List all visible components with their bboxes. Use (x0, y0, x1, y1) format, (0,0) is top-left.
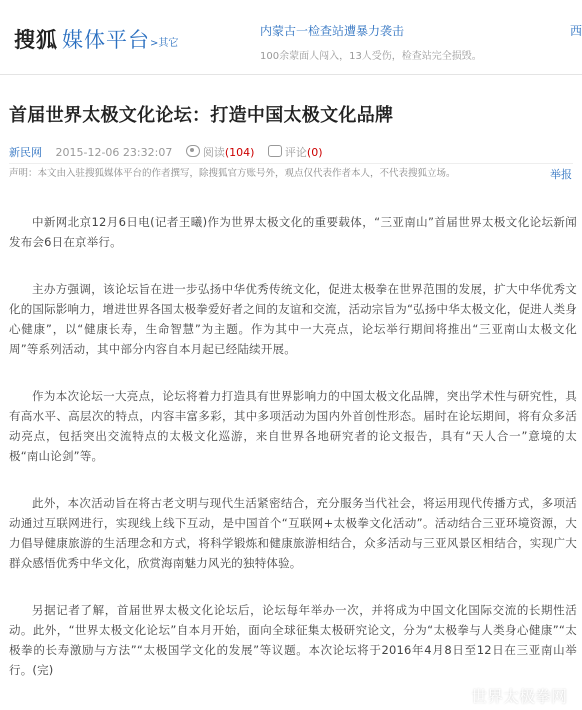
wechat-icon (451, 688, 467, 704)
paragraph: 作为本次论坛一大亮点，论坛将着力打造具有世界影响力的中国太极文化品牌，突出学术性与研究性，具有高水平、高层次的特点，内容丰富多彩，其中多项活动为国内外首创性形态。届时在论坛期间，将有众多活动亮点，包括突出交流特点的太极文化巡游，来自世界各地研究者的论文报告，具有“天人合一”意境的太极“南山论剑”等。 (9, 389, 577, 463)
paragraph: 此外，本次活动旨在将古老文明与现代生活紧密结合，充分服务当代社会，将运用现代传播方式，多项活动通过互联网进行，实现线上线下互动，是中国首个“互联网+太极拳文化活动”。活动结合三亚环境资源，大力倡导健康旅游的生活理念和方式，将科学锻炼和健康旅游相结合，众多活动与三亚风景区相结合，实现广大群众感悟优秀中华文化，欣赏海南魅力风光的独特体验。 (9, 496, 577, 570)
comment-icon (268, 145, 282, 157)
views-label: 阅读 (202, 146, 225, 159)
paragraph: 另据记者了解，首届世界太极文化论坛后，论坛每年举办一次，并将成为中国文化国际交流的长期性活动。此外，“世界太极文化论坛”自本月开始，面向全球征集太极研究论文，分为“太极拳与人类身心健康”“太极拳的长寿激励与方法”“太极国学文化的发展”等议题。本次论坛将于2016年4月8日至12日在三亚南山举行。(完) (9, 603, 577, 677)
views-count: (104) (224, 146, 255, 159)
source-link[interactable]: 新民网 (9, 146, 42, 159)
article-title: 首届世界太极文化论坛：打造中国太极文化品牌 (9, 105, 394, 126)
watermark (451, 684, 567, 707)
paragraph: 主办方强调，该论坛旨在进一步弘扬中华优秀传统文化，促进太极拳在世界范围的发展，扩大中华优秀文化的国际影响力，增进世界各国太极拳爱好者之间的友谊和交流，活动宗旨为“弘扬中华太极文化，促进人类身心健康”，以“健康长寿，生命智慧”为主题。作为其中一大亮点，论坛举行期间将推出“三亚南山太极文化周”等系列活动，其中部分内容自本月起已经陆续开展。 (9, 282, 577, 356)
article-meta (9, 144, 323, 160)
article-body (9, 212, 577, 680)
top-bar (0, 0, 582, 75)
news-summary: 100余蒙面人闯入，13人受伤，检查站完全损毁。 (260, 51, 482, 62)
logo-main-text: 搜狐 (14, 28, 58, 52)
headline-news-block[interactable] (260, 22, 560, 62)
paragraph: 中新网北京12月6日电(记者王曦)作为世界太极文化的重要载体，“三亚南山”首届世界太极文化论坛新闻发布会6日在京举行。 (9, 215, 577, 249)
news-right-link[interactable]: 西 (570, 24, 582, 38)
disclaimer: 声明：本文由入驻搜狐媒体平台的作者撰写，除搜狐官方账号外，观点仅代表作者本人，不代表搜狐立场。 (9, 163, 573, 184)
sohu-logo[interactable] (14, 24, 150, 54)
category-link[interactable]: >其它 (150, 38, 179, 49)
publish-date: 2015-12-06 23:32:07 (55, 146, 173, 159)
logo-accent-text: 媒体平台 (62, 28, 150, 52)
news-title-link[interactable]: 内蒙古一检查站遭暴力袭击 (260, 24, 405, 38)
comments-link[interactable] (285, 146, 323, 159)
watermark-text: 世界太极拳网 (471, 687, 568, 706)
report-link[interactable]: 举报 (550, 168, 572, 181)
comments-count: (0) (306, 146, 323, 159)
eye-icon (186, 145, 200, 157)
comments-label: 评论 (284, 146, 307, 159)
